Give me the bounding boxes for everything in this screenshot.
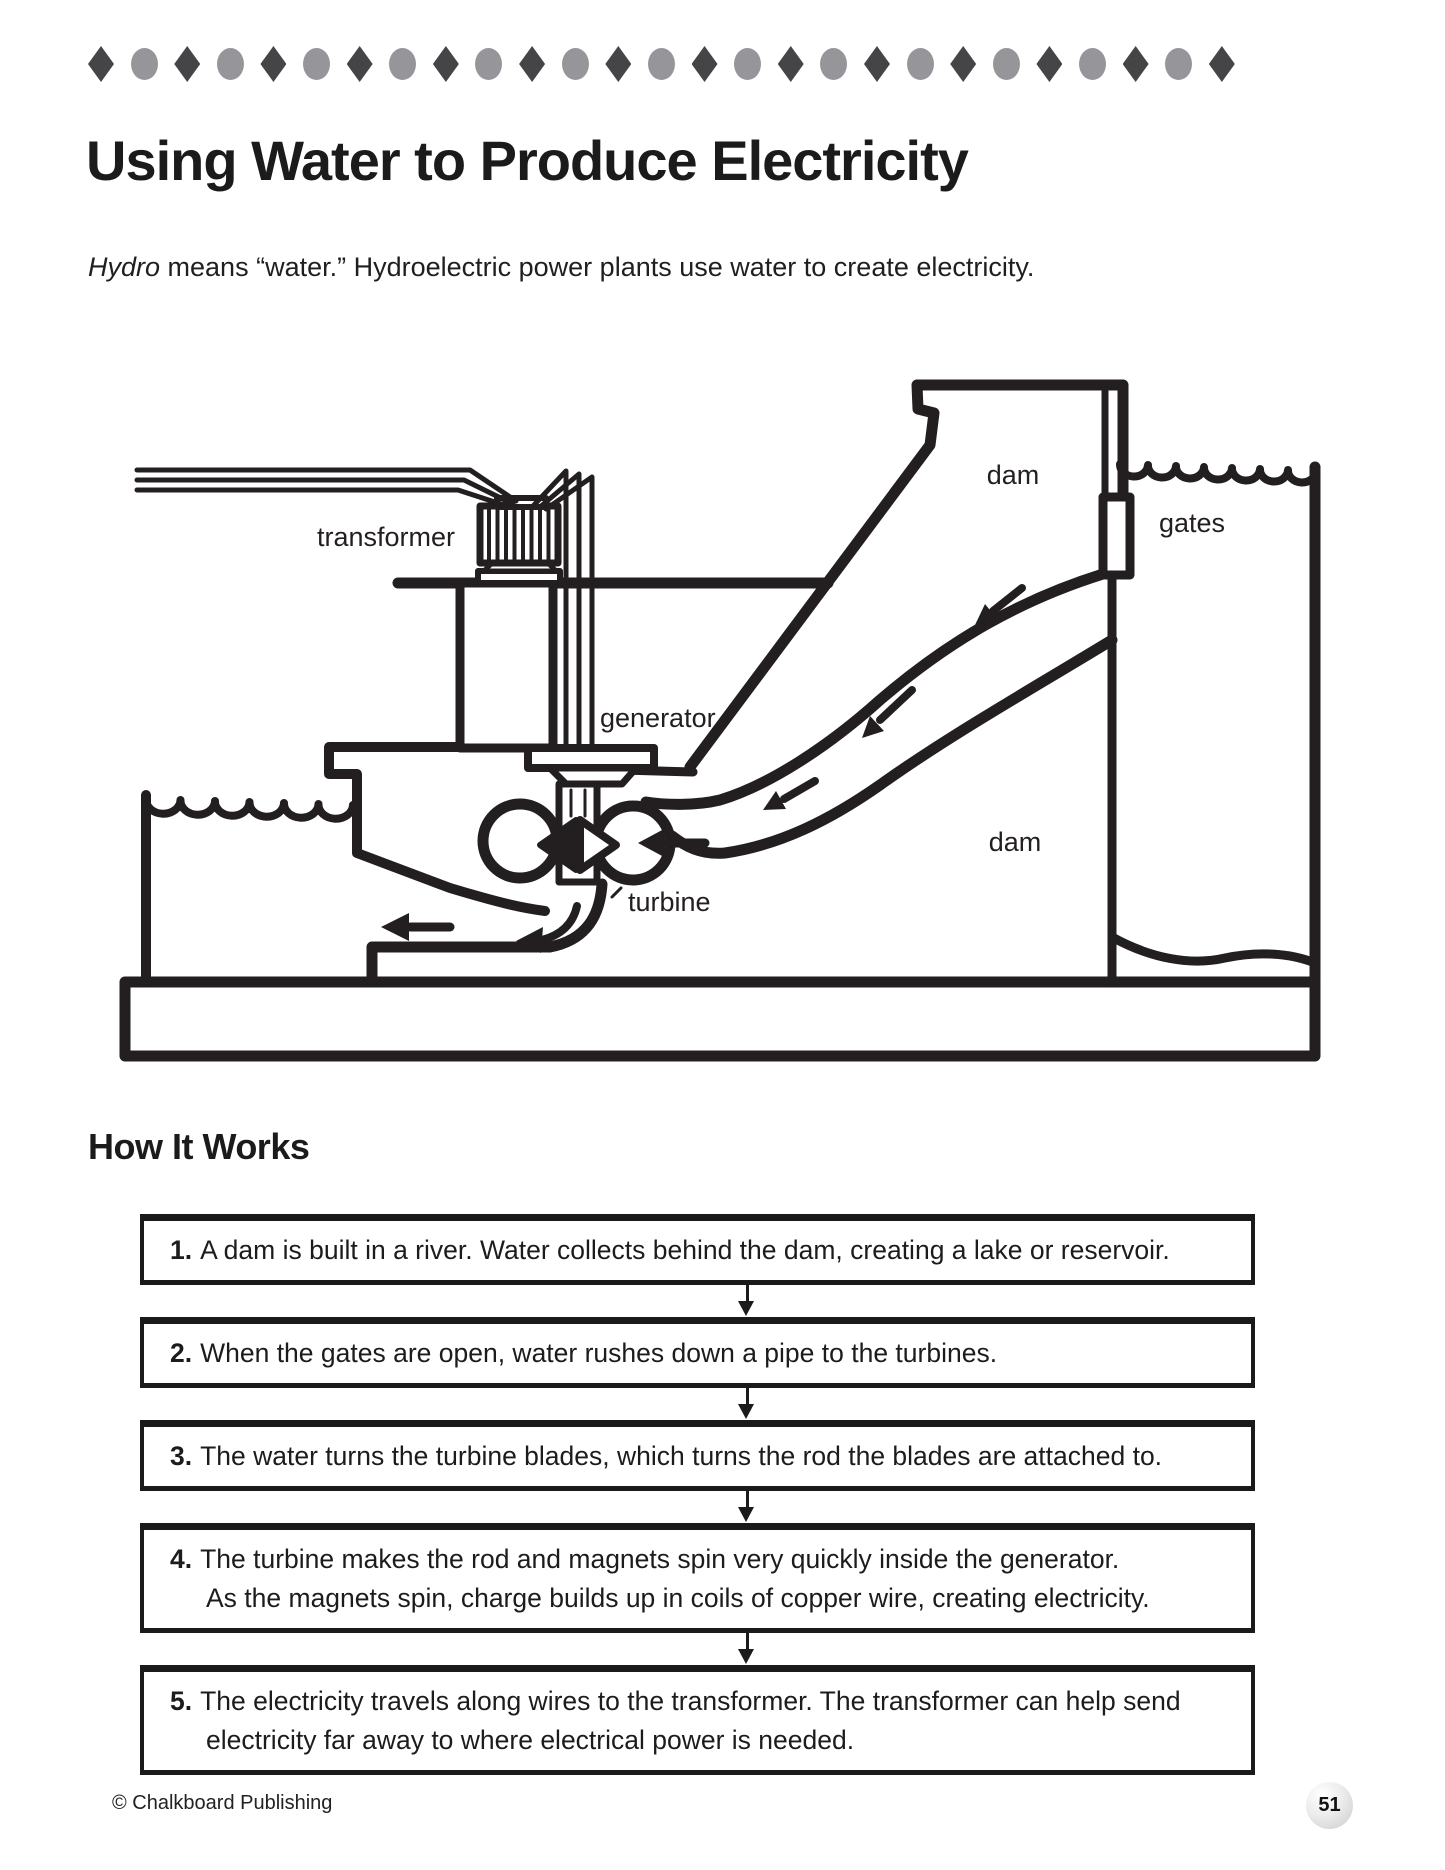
dot-shape [389, 48, 416, 80]
copyright-text: © Chalkboard Publishing [112, 1792, 333, 1814]
step-box-5 [140, 1665, 1255, 1775]
label-gates: gates [1158, 508, 1226, 538]
power-lines [137, 470, 516, 507]
flow-arrow-down [140, 1633, 1255, 1665]
diamond-shape [1036, 46, 1062, 82]
section-heading: How It Works [88, 1126, 310, 1167]
label-dam-upper: dam [986, 460, 1040, 490]
gate [1103, 497, 1130, 575]
dot-shape [1165, 48, 1192, 80]
step-box-4 [140, 1523, 1255, 1633]
step-text: The turbine makes the rod and magnets spin very quickly inside the generator. [200, 1544, 1120, 1574]
diamond-shape [1209, 46, 1235, 82]
intro-text [88, 252, 1034, 283]
flow-arrow-down [140, 1491, 1255, 1523]
penstock-pipe-lower-wall [672, 640, 1112, 853]
flow-arrow-down [140, 1285, 1255, 1317]
dot-shape [562, 48, 589, 80]
step-number: 3. [170, 1441, 193, 1471]
intro-rest: means “water.” Hydroelectric power plants use water to create electricity. [160, 252, 1035, 282]
dot-shape [475, 48, 502, 80]
dot-shape [1079, 48, 1106, 80]
step-text: The electricity travels along wires to the transformer. The transformer can help send [200, 1686, 1181, 1716]
steps-flowchart [140, 1214, 1255, 1775]
water-flow-arrow-3 [763, 781, 815, 810]
step-number: 1. [170, 1235, 193, 1265]
diamond-shape [692, 46, 718, 82]
water-outflow-arrow [381, 913, 450, 941]
step-number: 4. [170, 1544, 193, 1574]
dot-shape [993, 48, 1020, 80]
diamond-shape [864, 46, 890, 82]
label-dam-lower: dam [988, 827, 1042, 857]
page-number-badge [1306, 1782, 1353, 1829]
label-transformer: transformer [316, 522, 455, 552]
reservoir-floor-wave [1112, 937, 1315, 963]
flow-arrow-down [140, 1388, 1255, 1420]
page-title: Using Water to Produce Electricity [86, 129, 968, 192]
intro-italic-word: Hydro [88, 252, 161, 282]
step-text: The water turns the turbine blades, which turns the rod the blades are attached to. [200, 1441, 1163, 1471]
ground-slab [125, 982, 1315, 1056]
label-turbine: turbine [628, 887, 711, 917]
reservoir-wave-line [1120, 464, 1316, 482]
diamond-shape [260, 46, 286, 82]
step-text-line2: As the magnets spin, charge builds up in coils of copper wire, creating electricity. [206, 1583, 1150, 1613]
decorative-border [88, 44, 1235, 84]
step-text: A dam is built in a river. Water collects behind the dam, creating a lake or reservoir. [200, 1235, 1170, 1265]
generator-housing [460, 583, 553, 748]
dot-shape [820, 48, 847, 80]
dot-shape [217, 48, 244, 80]
dot-shape [734, 48, 761, 80]
diamond-shape [778, 46, 804, 82]
dot-shape [131, 48, 158, 80]
dam-outline [690, 385, 1123, 767]
dot-shape [907, 48, 934, 80]
step-box-1 [140, 1214, 1255, 1285]
transformer-body [480, 506, 558, 563]
turbine-label-tick [612, 888, 621, 897]
step-number: 5. [170, 1686, 193, 1716]
page-number: 51 [1318, 1794, 1341, 1816]
diamond-shape [605, 46, 631, 82]
dot-shape [303, 48, 330, 80]
step-text: When the gates are open, water rushes down a pipe to the turbines. [200, 1338, 998, 1368]
step-box-2 [140, 1317, 1255, 1388]
diamond-shape [1123, 46, 1149, 82]
dam-diagram-svg [100, 300, 1345, 1100]
diamond-shape [950, 46, 976, 82]
step-box-3 [140, 1420, 1255, 1491]
diamond-shape [174, 46, 200, 82]
diamond-shape [347, 46, 373, 82]
dot-shape [648, 48, 675, 80]
tailwater-wave-line [146, 799, 353, 819]
diamond-shape [519, 46, 545, 82]
label-generator: generator [600, 703, 716, 733]
step-number: 2. [170, 1338, 193, 1368]
step-text-line2: electricity far away to where electrical power is needed. [206, 1725, 855, 1755]
hydroelectric-dam-diagram [100, 300, 1345, 1100]
diamond-shape [88, 46, 114, 82]
diamond-shape [433, 46, 459, 82]
